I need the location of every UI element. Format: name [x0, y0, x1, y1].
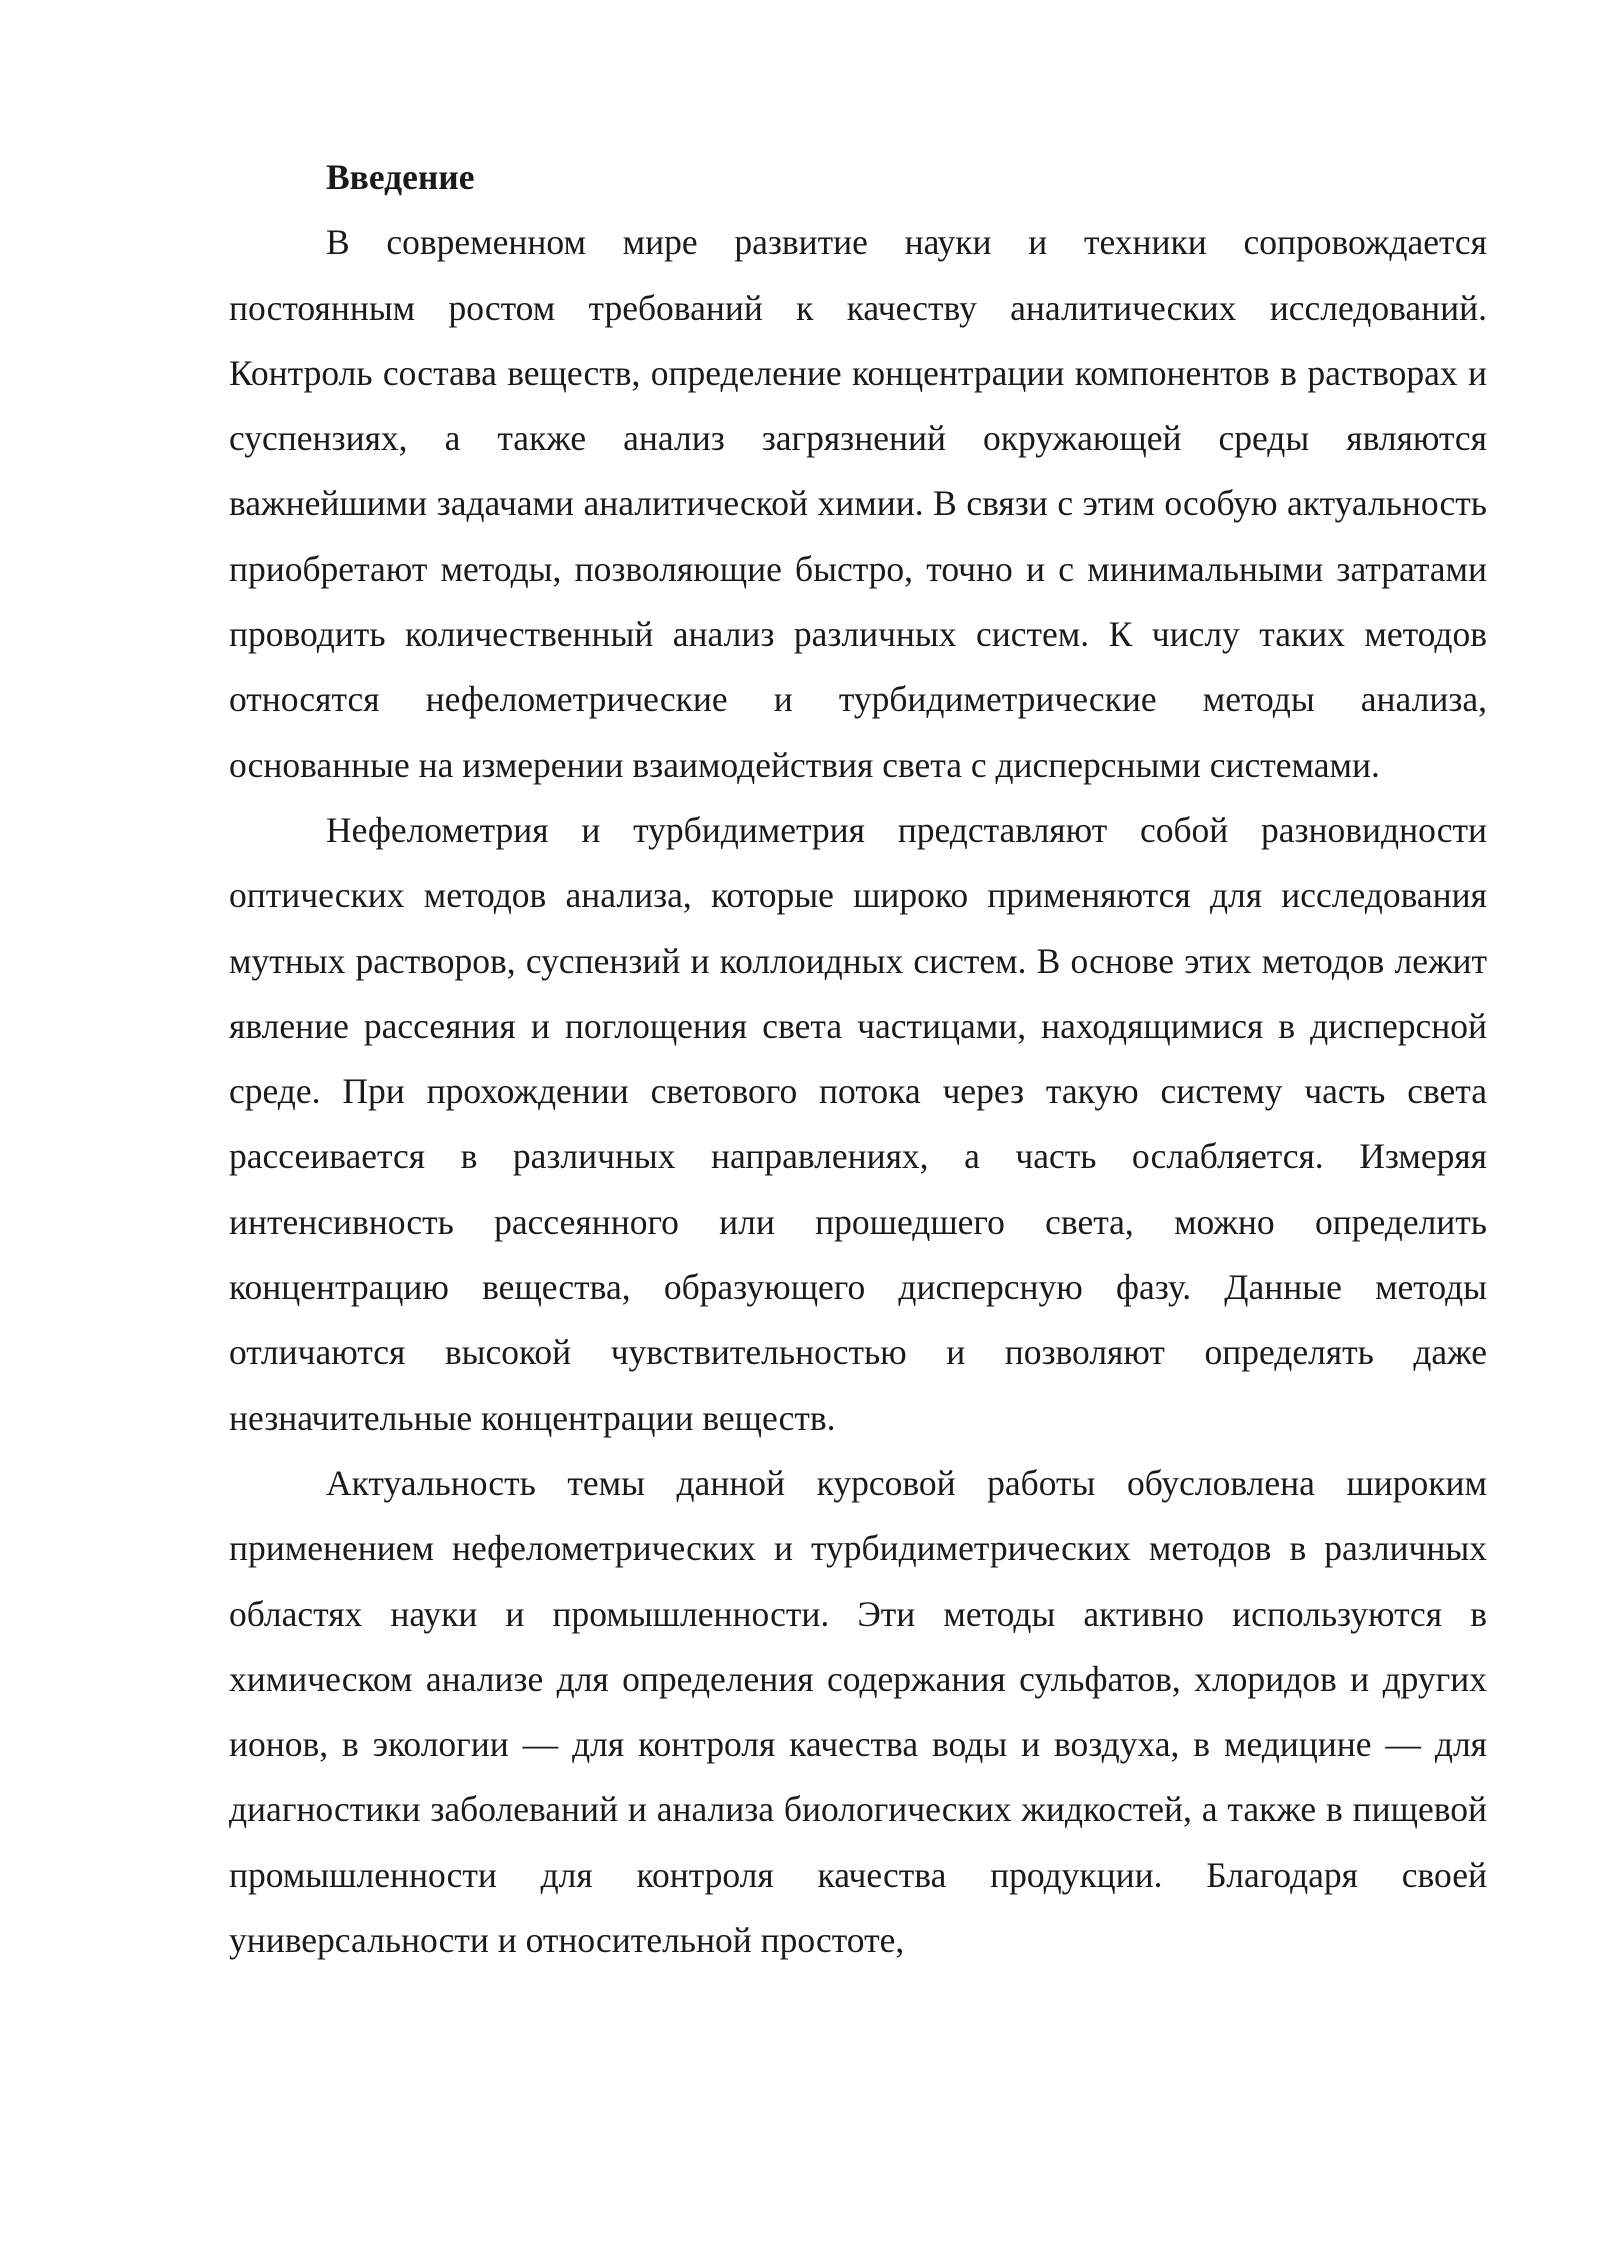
document-body [229, 145, 1487, 1973]
section-heading: Введение [326, 157, 475, 197]
paragraph-relevance: Актуальность темы данной курсовой работы обусловлена широким применением нефелометрических и турбидиметрических методов в различных областях науки и промышленности. Эти методы активно используются в химическом анализе для определения содержания сульфатов, хлоридов и других ионов, в экологии — для контроля качества воды и воздуха, в медицине — для диагностики заболеваний и анализа биологических жидкостей, а также в пищевой промышленности для контроля качества продукции. Благодаря своей универсальности и относительной простоте, [229, 1462, 1487, 1961]
paragraph-methods: Нефелометрия и турбидиметрия представляют собой разновидности оптических методов анализа, которые широко применяются для исследования мутных растворов, суспензий и коллоидных систем. В основе этих методов лежит явление рассеяния и поглощения света частицами, находящимися в дисперсной среде. При прохождении светового потока через такую систему часть света рассеивается в различных направлениях, а часть ослабляется. Измеряя интенсивность рассеянного или прошедшего света, можно определить концентрацию вещества, образующего дисперсную фазу. Данные методы отличаются высокой чувствительностью и позволяют определять даже незначительные концентрации веществ. [229, 809, 1487, 1438]
paragraph-intro: В современном мире развитие науки и техники сопровождается постоянным ростом требований к качеству аналитических исследований. Контроль состава веществ, определение концентрации компонентов в растворах и суспензиях, а также анализ загрязнений окружающей среды являются важнейшими задачами аналитической химии. В связи с этим особую актуальность приобретают методы, позволяющие быстро, точно и с минимальными затратами проводить количественный анализ различных систем. К числу таких методов относятся нефелометрические и турбидиметрические методы анализа, основанные на измерении взаимодействия света с дисперсными системами. [229, 222, 1487, 785]
